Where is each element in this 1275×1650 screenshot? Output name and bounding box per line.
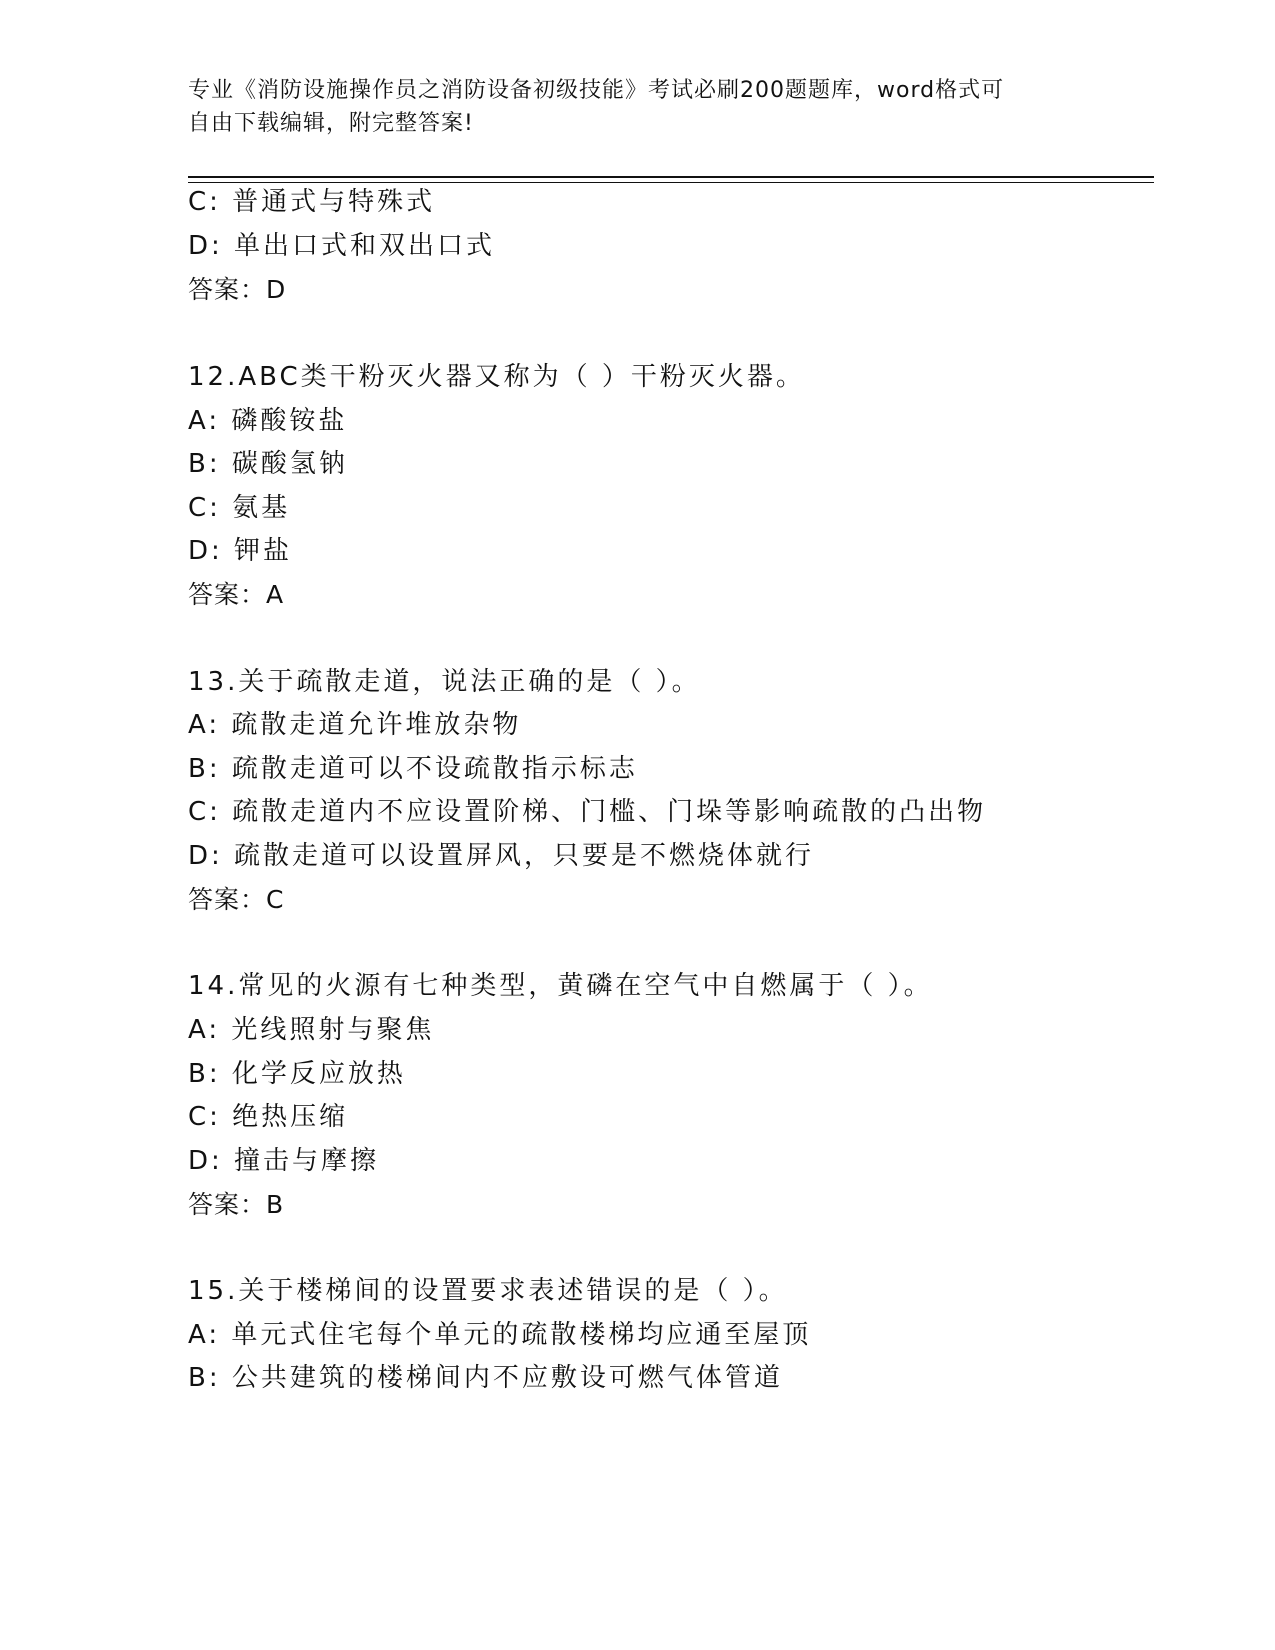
q11-answer: 答案：D <box>188 275 287 304</box>
q11-option-d: D: 单出口式和双出口式 <box>188 231 496 261</box>
header-divider-thick <box>188 176 1154 178</box>
q14-option-d: D: 撞击与摩擦 <box>188 1146 380 1176</box>
q12-option-c: C: 氨基 <box>188 493 291 523</box>
q12-stem: 12.ABC类干粉灭火器又称为（ ）干粉灭火器。 <box>188 362 805 392</box>
q12-option-b: B: 碳酸氢钠 <box>188 449 348 479</box>
q14-option-b: B: 化学反应放热 <box>188 1059 406 1089</box>
q14-answer: 答案：B <box>188 1190 285 1219</box>
q15-stem: 15.关于楼梯间的设置要求表述错误的是（ ）。 <box>188 1276 788 1306</box>
q12-answer: 答案：A <box>188 580 285 609</box>
document-header <box>188 74 1088 140</box>
q13-option-b: B: 疏散走道可以不设疏散指示标志 <box>188 754 638 784</box>
header-title-line-1: 专业《消防设施操作员之消防设备初级技能》考试必刷200题题库，word格式可 <box>188 78 1005 103</box>
q14-option-a: A: 光线照射与聚焦 <box>188 1015 435 1045</box>
header-title-line-2: 自由下载编辑，附完整答案! <box>188 111 474 136</box>
header-divider-thin <box>188 182 1154 183</box>
q13-option-a: A: 疏散走道允许堆放杂物 <box>188 710 522 740</box>
q15-option-b: B: 公共建筑的楼梯间内不应敷设可燃气体管道 <box>188 1363 783 1393</box>
q13-option-d: D: 疏散走道可以设置屏风，只要是不燃烧体就行 <box>188 841 815 871</box>
q12-option-a: A: 磷酸铵盐 <box>188 406 348 436</box>
q13-answer: 答案：C <box>188 885 285 914</box>
q13-option-c: C: 疏散走道内不应设置阶梯、门槛、门垛等影响疏散的凸出物 <box>188 797 987 827</box>
q14-option-c: C: 绝热压缩 <box>188 1102 349 1132</box>
q11-option-c: C: 普通式与特殊式 <box>188 187 436 217</box>
q12-option-d: D: 钾盐 <box>188 536 293 566</box>
q15-option-a: A: 单元式住宅每个单元的疏散楼梯均应通至屋顶 <box>188 1320 812 1350</box>
q14-stem: 14.常见的火源有七种类型，黄磷在空气中自燃属于（ ）。 <box>188 971 933 1001</box>
q13-stem: 13.关于疏散走道，说法正确的是（ ）。 <box>188 667 701 697</box>
